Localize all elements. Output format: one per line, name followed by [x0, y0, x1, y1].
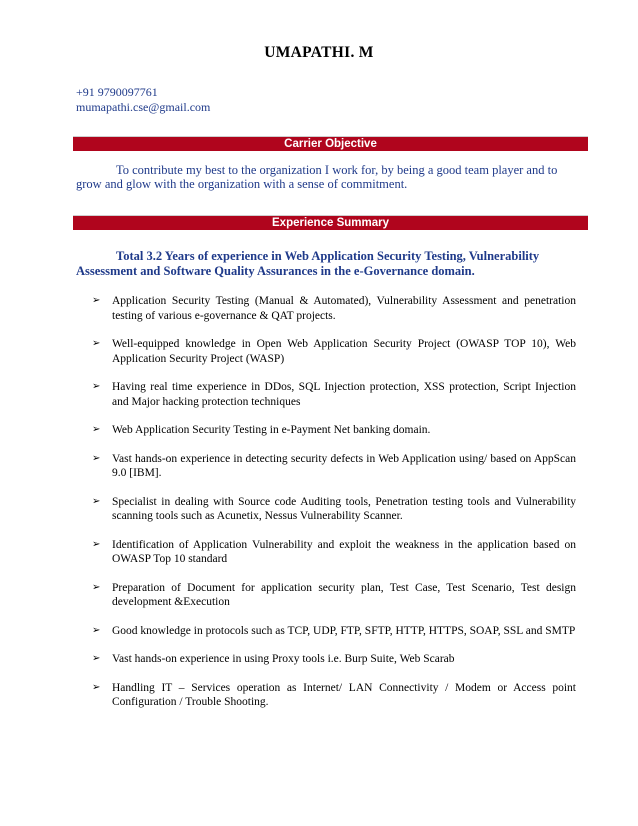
- arrow-bullet-icon: ➢: [92, 624, 101, 636]
- arrow-bullet-icon: ➢: [92, 538, 101, 550]
- list-item-text: Handling IT – Services operation as Internet/ LAN Connectivity / Modem or Access point Configuration / Trouble Shooting.: [112, 681, 576, 708]
- list-item: [92, 624, 576, 639]
- arrow-bullet-icon: ➢: [92, 495, 101, 507]
- arrow-bullet-icon: ➢: [92, 295, 101, 306]
- list-item: [92, 652, 576, 667]
- objective-text: To contribute my best to the organization I work for, by being a good team player and to grow and glow with the organization with a sense of commitment.: [76, 163, 558, 191]
- list-item: [92, 495, 576, 524]
- candidate-name: UMAPATHI. M: [264, 44, 374, 61]
- list-item: [92, 337, 576, 366]
- arrow-bullet-icon: ➢: [92, 424, 101, 435]
- list-item-text: Well-equipped knowledge in Open Web Application Security Project (OWASP TOP 10), Web Application Security Project (WASP): [112, 338, 576, 365]
- arrow-bullet-icon: ➢: [92, 338, 101, 349]
- list-item: [92, 538, 576, 567]
- objective-section-header: Carrier Objective: [73, 136, 588, 151]
- list-item-text: Vast hands-on experience in detecting security defects in Web Application using/ based on AppScan 9.0 [IBM].: [112, 452, 576, 479]
- arrow-bullet-icon: ➢: [92, 452, 101, 464]
- list-item-text: Identification of Application Vulnerability and exploit the weakness in the application based on OWASP Top 10 standard: [112, 538, 576, 565]
- arrow-bullet-icon: ➢: [92, 653, 101, 664]
- list-item: [92, 452, 576, 481]
- arrow-bullet-icon: ➢: [92, 681, 101, 693]
- phone-number: +91 9790097761: [76, 85, 158, 99]
- email-address[interactable]: mumapathi.cse@gmail.com: [76, 100, 211, 114]
- list-item-text: Application Security Testing (Manual & Automated), Vulnerability Assessment and penetration testing of various e-governance & QAT projects.: [112, 295, 576, 322]
- list-item: [92, 294, 576, 323]
- list-item-text: Web Application Security Testing in e-Payment Net banking domain.: [112, 424, 431, 436]
- list-item: [92, 423, 576, 438]
- experience-intro: Total 3.2 Years of experience in Web Application Security Testing, Vulnerability Assessment and Software Quality Assurances in the e-Governance domain.: [76, 249, 540, 278]
- arrow-bullet-icon: ➢: [92, 381, 101, 392]
- list-item-text: Good knowledge in protocols such as TCP, UDP, FTP, SFTP, HTTP, HTTPS, SOAP, SSL and SMTP: [112, 624, 576, 637]
- list-item-text: Specialist in dealing with Source code Auditing tools, Penetration testing tools and Vulnerability scanning tools such as Acunetix, Nessus Vulnerability Scanner.: [112, 495, 576, 522]
- list-item: [92, 681, 576, 710]
- list-item-text: Vast hands-on experience in using Proxy tools i.e. Burp Suite, Web Scarab: [112, 653, 455, 665]
- list-item: [92, 380, 576, 409]
- experience-bullet-list: [92, 294, 576, 724]
- arrow-bullet-icon: ➢: [92, 581, 101, 593]
- contact-block: [76, 85, 210, 115]
- list-item: [92, 581, 576, 610]
- list-item-text: Having real time experience in DDos, SQL Injection protection, XSS protection, Script Injection and Major hacking protection techniques: [112, 381, 576, 408]
- list-item-text: Preparation of Document for application security plan, Test Case, Test Scenario, Test design development &Execution: [112, 581, 576, 608]
- experience-section-header: Experience Summary: [73, 215, 588, 230]
